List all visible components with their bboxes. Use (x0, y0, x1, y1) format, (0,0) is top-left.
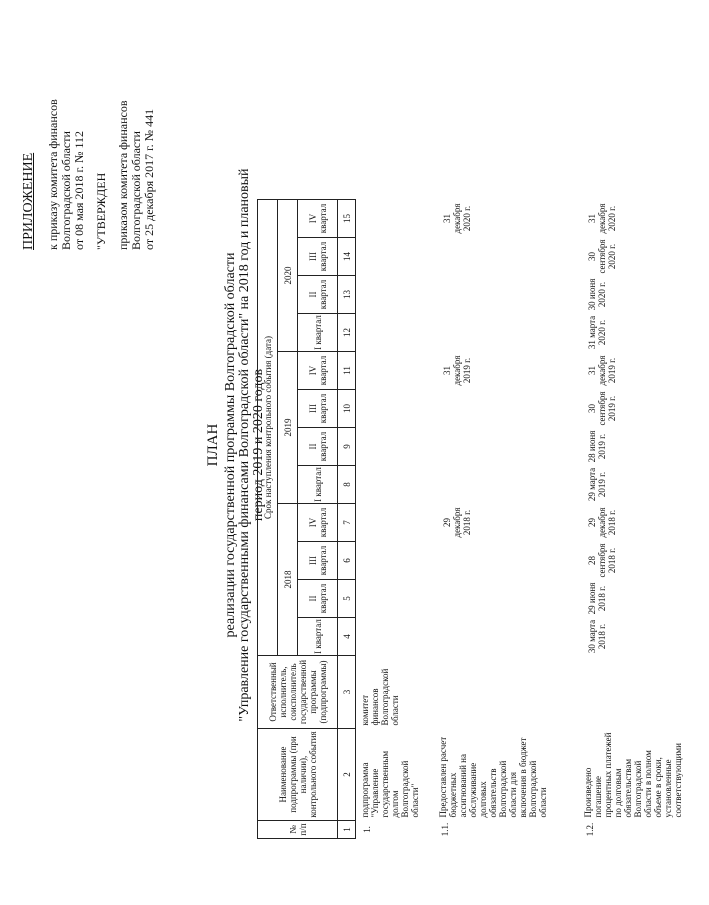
date-cell: 31 декабря 2019 г. (441, 355, 472, 386)
date-cell (356, 276, 434, 314)
date-cell (356, 200, 434, 238)
column-number: 14 (338, 238, 356, 276)
date-cell: 29 декабря 2018 г. (586, 507, 617, 538)
approved-line: от 25 декабря 2017 г. № 441 (142, 108, 156, 250)
date-cell (356, 352, 434, 390)
row-name: Произведено погашение процентных платежей по долговым обязательствам Волгоградской области в полном объеме в сроки, установленные соответствующими (582, 732, 683, 818)
date-cell (356, 618, 434, 656)
appendix-line: к приказу комитета финансов (46, 99, 60, 250)
column-number: 2 (338, 729, 356, 821)
header-num: № п/п (258, 821, 338, 839)
column-number: 15 (338, 200, 356, 238)
date-cell: 31 марта 2020 г. (586, 315, 607, 350)
column-number: 7 (338, 504, 356, 542)
header-quarter: I квартал (298, 618, 338, 656)
column-number: 3 (338, 656, 356, 729)
date-cell (356, 542, 434, 580)
table-row (356, 200, 434, 839)
header-quarter: III квартал (298, 390, 338, 428)
header-quarter: I квартал (298, 314, 338, 352)
date-cell (434, 580, 579, 618)
plan-table (257, 199, 709, 839)
header-quarter: I квартал (298, 466, 338, 504)
row-num: 1.2. (584, 822, 595, 837)
plan-subtitle: реализации государственной программы Волгоградской области (223, 252, 238, 638)
header-quarter: III квартал (298, 238, 338, 276)
column-number: 12 (338, 314, 356, 352)
row-num: 1. (362, 826, 372, 833)
appendix-line: от 08 мая 2018 г. № 112 (72, 130, 86, 250)
appendix-block (22, 99, 156, 250)
date-cell: 28 сентября 2018 г. (586, 543, 617, 578)
column-number: 13 (338, 276, 356, 314)
column-number: 1 (338, 821, 356, 839)
approved-heading: "УТВЕРЖДЕН (94, 172, 108, 250)
date-cell (356, 580, 434, 618)
appendix-line: Волгоградской области (59, 131, 73, 250)
table-row (579, 200, 709, 839)
approved-line: Волгоградской области (129, 131, 143, 250)
plan-subtitle: "Управление государственными финансами Волгоградской области" на 2018 год и плановый период 2019 и 2020 годов (237, 168, 266, 722)
column-number: 9 (338, 428, 356, 466)
date-cell: 31 декабря 2020 г. (586, 203, 617, 234)
date-cell: 31 декабря 2020 г. (441, 203, 472, 234)
date-cell (434, 466, 579, 504)
date-cell (356, 238, 434, 276)
date-cell (356, 390, 434, 428)
column-number: 5 (338, 580, 356, 618)
date-cell: 28 июня 2019 г. (586, 430, 607, 463)
header-quarter: IV квартал (298, 352, 338, 390)
row-responsible: комитет финансов Волгоградской области (360, 668, 400, 726)
date-cell: 30 сентября 2020 г. (586, 239, 617, 274)
date-cell (356, 466, 434, 504)
date-cell (356, 504, 434, 542)
date-cell (356, 314, 434, 352)
header-quarter: IV квартал (298, 200, 338, 238)
column-number: 11 (338, 352, 356, 390)
date-cell: 30 марта 2018 г. (586, 619, 607, 654)
column-number: 8 (338, 466, 356, 504)
header-year: 2019 (278, 352, 298, 504)
date-cell: 30 июня 2020 г. (586, 278, 607, 311)
date-cell: 29 декабря 2018 г. (441, 507, 472, 538)
column-number: 4 (338, 618, 356, 656)
header-responsible: Ответственный исполнитель, соисполнитель государственной программы (подпрограммы) (258, 656, 338, 729)
date-cell (434, 428, 579, 466)
approved-line: приказом комитета финансов (116, 100, 130, 250)
header-term: Срок наступления контрольного события (дата) (258, 200, 278, 656)
header-quarter: IV квартал (298, 504, 338, 542)
date-cell (356, 428, 434, 466)
plan-title: ПЛАН (205, 423, 221, 467)
row-responsible (579, 656, 709, 729)
header-quarter: II квартал (298, 276, 338, 314)
appendix-heading: ПРИЛОЖЕНИЕ (21, 152, 36, 250)
header-quarter: III квартал (298, 542, 338, 580)
date-cell (434, 618, 579, 656)
date-cell (434, 542, 579, 580)
date-cell (434, 276, 579, 314)
column-number: 10 (338, 390, 356, 428)
date-cell: 29 марта 2019 г. (586, 467, 607, 502)
date-cell (434, 390, 579, 428)
column-number: 6 (338, 542, 356, 580)
date-cell (434, 314, 579, 352)
header-quarter: II квартал (298, 428, 338, 466)
date-cell (434, 238, 579, 276)
row-name: Предоставлен расчет бюджетных ассигнований на обслуживание долговых обязательств Волгоградской области для включения в бюджет Волгоградской области (437, 736, 548, 818)
date-cell: 31 декабря 2019 г. (586, 355, 617, 386)
row-name: подпрограмма "Управление государственным долгом Волгоградской области" (360, 750, 420, 818)
header-year: 2018 (278, 504, 298, 656)
table-row (434, 200, 579, 839)
date-cell: 30 сентября 2019 г. (586, 391, 617, 426)
row-responsible (434, 656, 579, 729)
row-num: 1.1. (439, 822, 450, 837)
header-name: Наименование подпрограммы (при наличии), контрольного события (258, 729, 338, 821)
header-quarter: II квартал (298, 580, 338, 618)
header-year: 2020 (278, 200, 298, 352)
date-cell: 29 июня 2018 г. (586, 582, 607, 615)
column-number-row (338, 200, 356, 839)
